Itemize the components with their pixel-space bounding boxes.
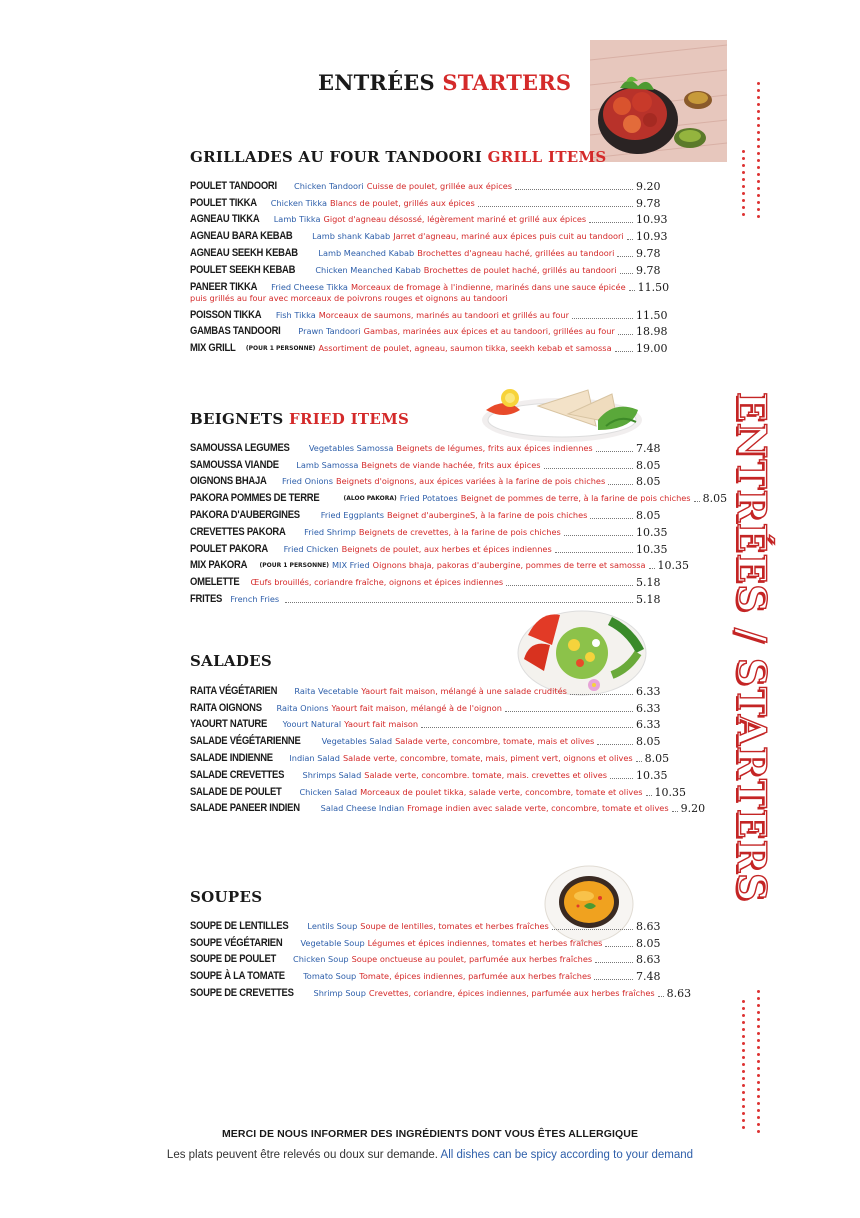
item-fr: Beignet de pommes de terre, à la farine de pois chiches — [460, 493, 691, 504]
item-price: 6.33 — [636, 701, 661, 715]
item-fr: Crevettes, coriandre, épices indiennes, parfumée aux herbes fraîches — [368, 987, 655, 998]
item-name: SALADE CREVETTES — [190, 768, 285, 781]
menu-item — [190, 504, 670, 521]
item-en: Fried Eggplants — [320, 509, 385, 520]
vertical-title-text: ENTRÉES / STARTERS — [728, 392, 774, 903]
item-name: SOUPE DE CREVETTES — [190, 986, 294, 999]
menu-item — [190, 915, 670, 932]
menu-item — [190, 521, 670, 538]
menu-item — [190, 764, 670, 781]
item-note: (ALOO PAKORA) — [343, 495, 397, 503]
item-name: POULET SEEKH KEBAB — [190, 263, 296, 276]
item-fr: Beignets de légumes, frits aux épices indiennes — [396, 442, 593, 453]
item-price: 9.20 — [680, 802, 706, 816]
menu-item — [190, 175, 670, 192]
section-title-fried — [190, 410, 409, 428]
item-en: Salad Cheese Indian — [320, 803, 405, 814]
item-en: Vegetables Salad — [321, 736, 393, 747]
decorative-dots-bottom-inner — [742, 1000, 745, 1133]
item-price: 10.35 — [636, 768, 668, 782]
item-price: 5.18 — [636, 592, 661, 606]
leader-dots — [506, 585, 633, 586]
fried-items-list — [190, 437, 728, 606]
menu-item — [190, 949, 670, 966]
item-fr: Jarret d'agneau, mariné aux épices puis cuit au tandoori — [393, 231, 624, 242]
leader-dots — [615, 351, 633, 352]
grill-items-list — [190, 175, 670, 354]
item-en: Lamb Samossa — [296, 459, 359, 470]
item-en: Shrimp Soup — [313, 987, 366, 998]
item-price: 8.05 — [636, 475, 661, 489]
leader-dots — [572, 318, 633, 319]
menu-item — [190, 337, 670, 354]
item-price: 8.05 — [636, 735, 661, 749]
leader-dots — [597, 744, 633, 745]
item-fr: Gambas, marinées aux épices et au tandoori, grillées au four — [363, 326, 615, 337]
leader-dots — [590, 518, 633, 519]
menu-item — [190, 321, 670, 338]
leader-dots — [629, 290, 635, 291]
page-title-fr: ENTRÉES — [318, 70, 435, 95]
leader-dots — [646, 795, 652, 796]
item-en: Prawn Tandoori — [298, 326, 361, 337]
spicy-notice-fr: Les plats peuvent être relevés ou doux sur demande. — [166, 1149, 438, 1161]
section-title-fr: GRILLADES AU FOUR TANDOORI — [190, 148, 483, 166]
item-name: CREVETTES PAKORA — [190, 525, 286, 538]
leader-dots — [595, 962, 633, 963]
item-name: SAMOUSSA VIANDE — [190, 458, 279, 471]
item-price: 10.93 — [636, 230, 668, 244]
item-en: French Fries — [230, 593, 280, 604]
menu-item — [190, 932, 670, 949]
item-en: Fried Onions — [282, 476, 333, 487]
item-name: SOUPE DE POULET — [190, 953, 277, 966]
item-price: 18.98 — [636, 325, 668, 339]
menu-item — [190, 798, 706, 816]
item-price: 9.78 — [636, 263, 661, 277]
item-en: Vegetables Samossa — [308, 442, 394, 453]
item-en: Lentils Soup — [307, 920, 358, 931]
item-name: SOUPE VÉGÉTARIEN — [190, 936, 283, 949]
item-fr: Tomate, épices indiennes, parfumée aux herbes fraîches — [359, 971, 592, 982]
item-name: PAKORA POMMES DE TERRE — [190, 492, 320, 505]
decorative-dots-bottom — [757, 990, 760, 1137]
item-name: OMELETTE — [190, 576, 240, 589]
item-name: FRITES — [190, 592, 223, 605]
leader-dots — [570, 694, 633, 695]
spicy-notice-en: All dishes can be spicy according to your demand — [440, 1149, 694, 1161]
menu-item — [190, 680, 670, 697]
item-fr: Morceaux de poulet tikka, salade verte, concombre, tomate et olives — [360, 786, 643, 797]
item-fr: Yaourt fait maison, mélangé à de l'oignon — [331, 702, 502, 713]
item-price: 5.18 — [636, 576, 661, 590]
item-name: MIX GRILL — [190, 342, 236, 355]
item-en: Chicken Tandoori — [294, 180, 364, 191]
leader-dots — [694, 501, 700, 502]
item-en: Yoourt Natural — [282, 719, 342, 730]
item-price: 8.05 — [644, 751, 670, 765]
leader-dots — [617, 256, 633, 257]
item-price: 10.35 — [654, 785, 687, 799]
item-fr: Soupe de lentilles, tomates et herbes fraîches — [360, 920, 549, 931]
item-price: 9.78 — [636, 246, 661, 260]
item-price: 8.05 — [636, 508, 661, 522]
item-price: 9.78 — [636, 196, 661, 210]
leader-dots — [596, 451, 633, 452]
item-fr: Fromage indien avec salade verte, concombre, tomate et olives — [407, 803, 669, 814]
item-en: Chicken Salad — [299, 786, 358, 797]
item-fr: Beignets de crevettes, à la farine de pois chiches — [358, 526, 561, 537]
decorative-dots-top — [757, 82, 760, 222]
item-line-2 — [190, 293, 672, 304]
item-fr: Beignets de poulet, aux herbes et épices indiennes — [341, 543, 552, 554]
leader-dots — [285, 602, 633, 603]
item-name: MIX PAKORA — [190, 559, 248, 572]
item-price: 19.00 — [636, 342, 668, 356]
section-title-fr: BEIGNETS — [190, 410, 284, 428]
item-en: Lamb shank Kabab — [312, 231, 391, 242]
item-en: Indian Salad — [289, 752, 340, 763]
item-price: 8.63 — [636, 953, 661, 967]
menu-item — [190, 747, 670, 764]
item-fr: Brochettes d'agneau haché, grillées au tandoori — [417, 247, 615, 258]
item-fr: Morceaux de fromage à l'indienne, marinés dans une sauce épicée — [350, 281, 626, 292]
item-en: Vegetable Soup — [300, 937, 365, 948]
item-name: AGNEAU TIKKA — [190, 213, 260, 226]
menu-item — [190, 259, 670, 276]
item-price: 8.05 — [702, 492, 728, 506]
item-name: SALADE PANEER INDIEN — [190, 802, 300, 815]
item-name: GAMBAS TANDOORI — [190, 325, 281, 338]
item-fr: Beignet d'aubergineS, à la farine de pois chiches — [387, 509, 588, 520]
spicy-notice — [0, 1149, 860, 1161]
item-name: PAKORA D'AUBERGINES — [190, 508, 300, 521]
menu-item — [190, 697, 670, 714]
menu-item — [190, 571, 670, 588]
item-price: 8.63 — [666, 986, 692, 1000]
item-price: 7.48 — [636, 970, 661, 984]
tandoori-platter-photo — [590, 40, 727, 162]
item-en: Fish Tikka — [275, 309, 316, 320]
item-name: POULET TIKKA — [190, 196, 257, 209]
page-title-en: STARTERS — [442, 70, 572, 95]
menu-item — [190, 965, 670, 982]
section-title-en: FRIED ITEMS — [289, 410, 410, 428]
item-price: 9.20 — [636, 179, 661, 193]
item-en: Chicken Tikka — [270, 197, 328, 208]
leader-dots — [594, 979, 633, 980]
menu-item — [190, 555, 690, 573]
allergy-notice: MERCI DE NOUS INFORMER DES INGRÉDIENTS DONT VOUS ÊTES ALLERGIQUE — [221, 1128, 639, 1140]
item-en: Fried Shrimp — [304, 526, 356, 537]
item-price: 8.63 — [636, 919, 661, 933]
item-fr-continued: puis grillés au four avec morceaux de poivrons rouges et oignons au tandoori — [190, 292, 508, 303]
leader-dots — [555, 552, 633, 553]
item-note: (POUR 1 PERSONNE) — [259, 562, 329, 570]
menu-item — [190, 454, 670, 471]
item-price: 10.35 — [636, 542, 668, 556]
item-en: Shrimps Salad — [302, 769, 362, 780]
item-fr: Morceaux de saumons, marinés au tandoori et grillés au four — [318, 309, 569, 320]
menu-item — [190, 437, 670, 454]
item-en: Tomato Soup — [303, 971, 357, 982]
menu-item — [190, 471, 670, 488]
item-fr: Brochettes de poulet haché, grillés au tandoori — [423, 264, 617, 275]
item-name: POISSON TIKKA — [190, 308, 262, 321]
leader-dots — [627, 239, 633, 240]
page-title — [318, 70, 571, 95]
item-name: SALADE VÉGÉTARIENNE — [190, 735, 301, 748]
leader-dots — [620, 273, 633, 274]
leader-dots — [605, 946, 633, 947]
leader-dots — [618, 334, 633, 335]
item-name: POULET TANDOORI — [190, 179, 277, 192]
item-name: SALADE INDIENNE — [190, 751, 273, 764]
menu-item — [190, 487, 728, 506]
leader-dots — [515, 189, 633, 190]
item-en: Raita Vecetable — [294, 685, 359, 696]
leader-dots — [589, 222, 633, 223]
item-fr: Blancs de poulet, grillés aux épices — [330, 197, 475, 208]
item-fr: Yaourt fait maison, mélangé à une salade crudités — [361, 685, 567, 696]
item-fr: Yaourt fait maison — [344, 719, 419, 730]
section-title-grill — [190, 148, 607, 166]
menu-item — [190, 714, 670, 731]
menu-item — [190, 982, 692, 1000]
item-en: Lamb Tikka — [273, 214, 321, 225]
item-fr: Soupe onctueuse au poulet, parfumée aux herbes fraîches — [351, 954, 593, 965]
section-title-fr: SALADES — [190, 652, 273, 670]
leader-dots — [564, 535, 633, 536]
vertical-title — [728, 392, 778, 903]
item-en: Lamb Meanched Kabab — [318, 247, 415, 258]
item-name: POULET PAKORA — [190, 542, 268, 555]
leader-dots — [658, 996, 664, 997]
section-title-soupes — [190, 888, 262, 906]
item-price: 8.05 — [636, 458, 661, 472]
item-price: 6.33 — [636, 684, 661, 698]
item-price: 6.33 — [636, 718, 661, 732]
item-fr: Beignets de viande hachée, frits aux épices — [361, 459, 541, 470]
item-price: 11.50 — [636, 308, 668, 322]
item-name: PANEER TIKKA — [190, 280, 258, 293]
item-en: Chicken Soup — [293, 954, 349, 965]
menu-item — [190, 588, 670, 605]
item-fr: Gigot d'agneau désossé, légèrement mariné et grillé aux épices — [323, 214, 587, 225]
leader-dots — [610, 778, 633, 779]
leader-dots — [505, 711, 633, 712]
item-text-wrap — [190, 282, 672, 304]
salad-items-list — [190, 680, 706, 816]
item-name: RAITA OIGNONS — [190, 701, 262, 714]
item-name: RAITA VÉGÉTARIEN — [190, 684, 278, 697]
leader-dots — [636, 761, 642, 762]
item-name: SOUPE À LA TOMATE — [190, 970, 285, 983]
leader-dots — [608, 484, 633, 485]
leader-dots — [544, 468, 633, 469]
item-fr: Beignets d'oignons, aux épices variées à la farine de pois chiches — [335, 476, 606, 487]
menu-item — [190, 192, 670, 209]
item-en: Raita Onions — [276, 702, 329, 713]
item-en: Chicken Meanched Kabab — [315, 264, 421, 275]
item-fr: Assortiment de poulet, agneau, saumon tikka, seekh kebab et samossa — [318, 343, 612, 354]
item-name: YAOURT NATURE — [190, 718, 268, 731]
section-title-fr: SOUPES — [190, 888, 263, 906]
item-line-1 — [190, 282, 672, 293]
leader-dots — [552, 929, 633, 930]
leader-dots — [421, 727, 633, 728]
menu-item — [190, 209, 670, 226]
item-fr: Salade verte, concombre, tomate, mais et olives — [395, 736, 595, 747]
item-name: SAMOUSSA LEGUMES — [190, 441, 290, 454]
item-price: 8.05 — [636, 936, 661, 950]
item-fr: Salade verte, concombre. tomate, mais. crevettes et olives — [364, 769, 608, 780]
leader-dots — [672, 811, 678, 812]
item-en: Fried Cheese Tikka — [271, 281, 348, 292]
item-price: 11.50 — [637, 280, 670, 294]
item-fr: Cuisse de poulet, grillée aux épices — [366, 180, 513, 191]
item-fr: Salade verte, concombre, tomate, mais, piment vert, oignons et olives — [342, 752, 633, 763]
leader-dots — [649, 568, 655, 569]
item-fr: Oignons bhaja, pakoras d'aubergine, pommes de terre et samossa — [372, 560, 646, 571]
item-fr: Légumes et épices indiennes, tomates et herbes fraîches — [367, 937, 603, 948]
item-en: Fried Chicken — [283, 543, 339, 554]
menu-item — [190, 781, 687, 799]
menu-item — [190, 242, 670, 259]
item-name: SALADE DE POULET — [190, 785, 282, 798]
section-title-en: GRILL ITEMS — [487, 148, 607, 166]
soup-items-list — [190, 915, 692, 1000]
item-price: 10.93 — [636, 213, 668, 227]
item-en: MIX Fried — [331, 560, 370, 571]
item-name: OIGNONS BHAJA — [190, 475, 267, 488]
menu-item — [190, 538, 670, 555]
section-title-salades — [190, 652, 272, 670]
item-name: AGNEAU SEEKH KEBAB — [190, 246, 298, 259]
decorative-dots-top-inner — [742, 150, 745, 220]
menu-item — [190, 730, 670, 747]
menu-item — [190, 225, 670, 242]
leader-dots — [478, 206, 633, 207]
item-price: 10.35 — [636, 525, 668, 539]
item-note: (POUR 1 PERSONNE) — [245, 345, 316, 353]
menu-item — [190, 304, 670, 321]
item-name: AGNEAU BARA KEBAB — [190, 230, 293, 243]
item-en: Fried Potatoes — [399, 493, 458, 504]
item-price: 10.35 — [657, 559, 690, 573]
item-name: SOUPE DE LENTILLES — [190, 919, 289, 932]
item-fr: Œufs brouillés, coriandre fraîche, oignons et épices indiennes — [250, 577, 504, 588]
item-price: 7.48 — [636, 441, 661, 455]
menu-item — [190, 276, 670, 304]
